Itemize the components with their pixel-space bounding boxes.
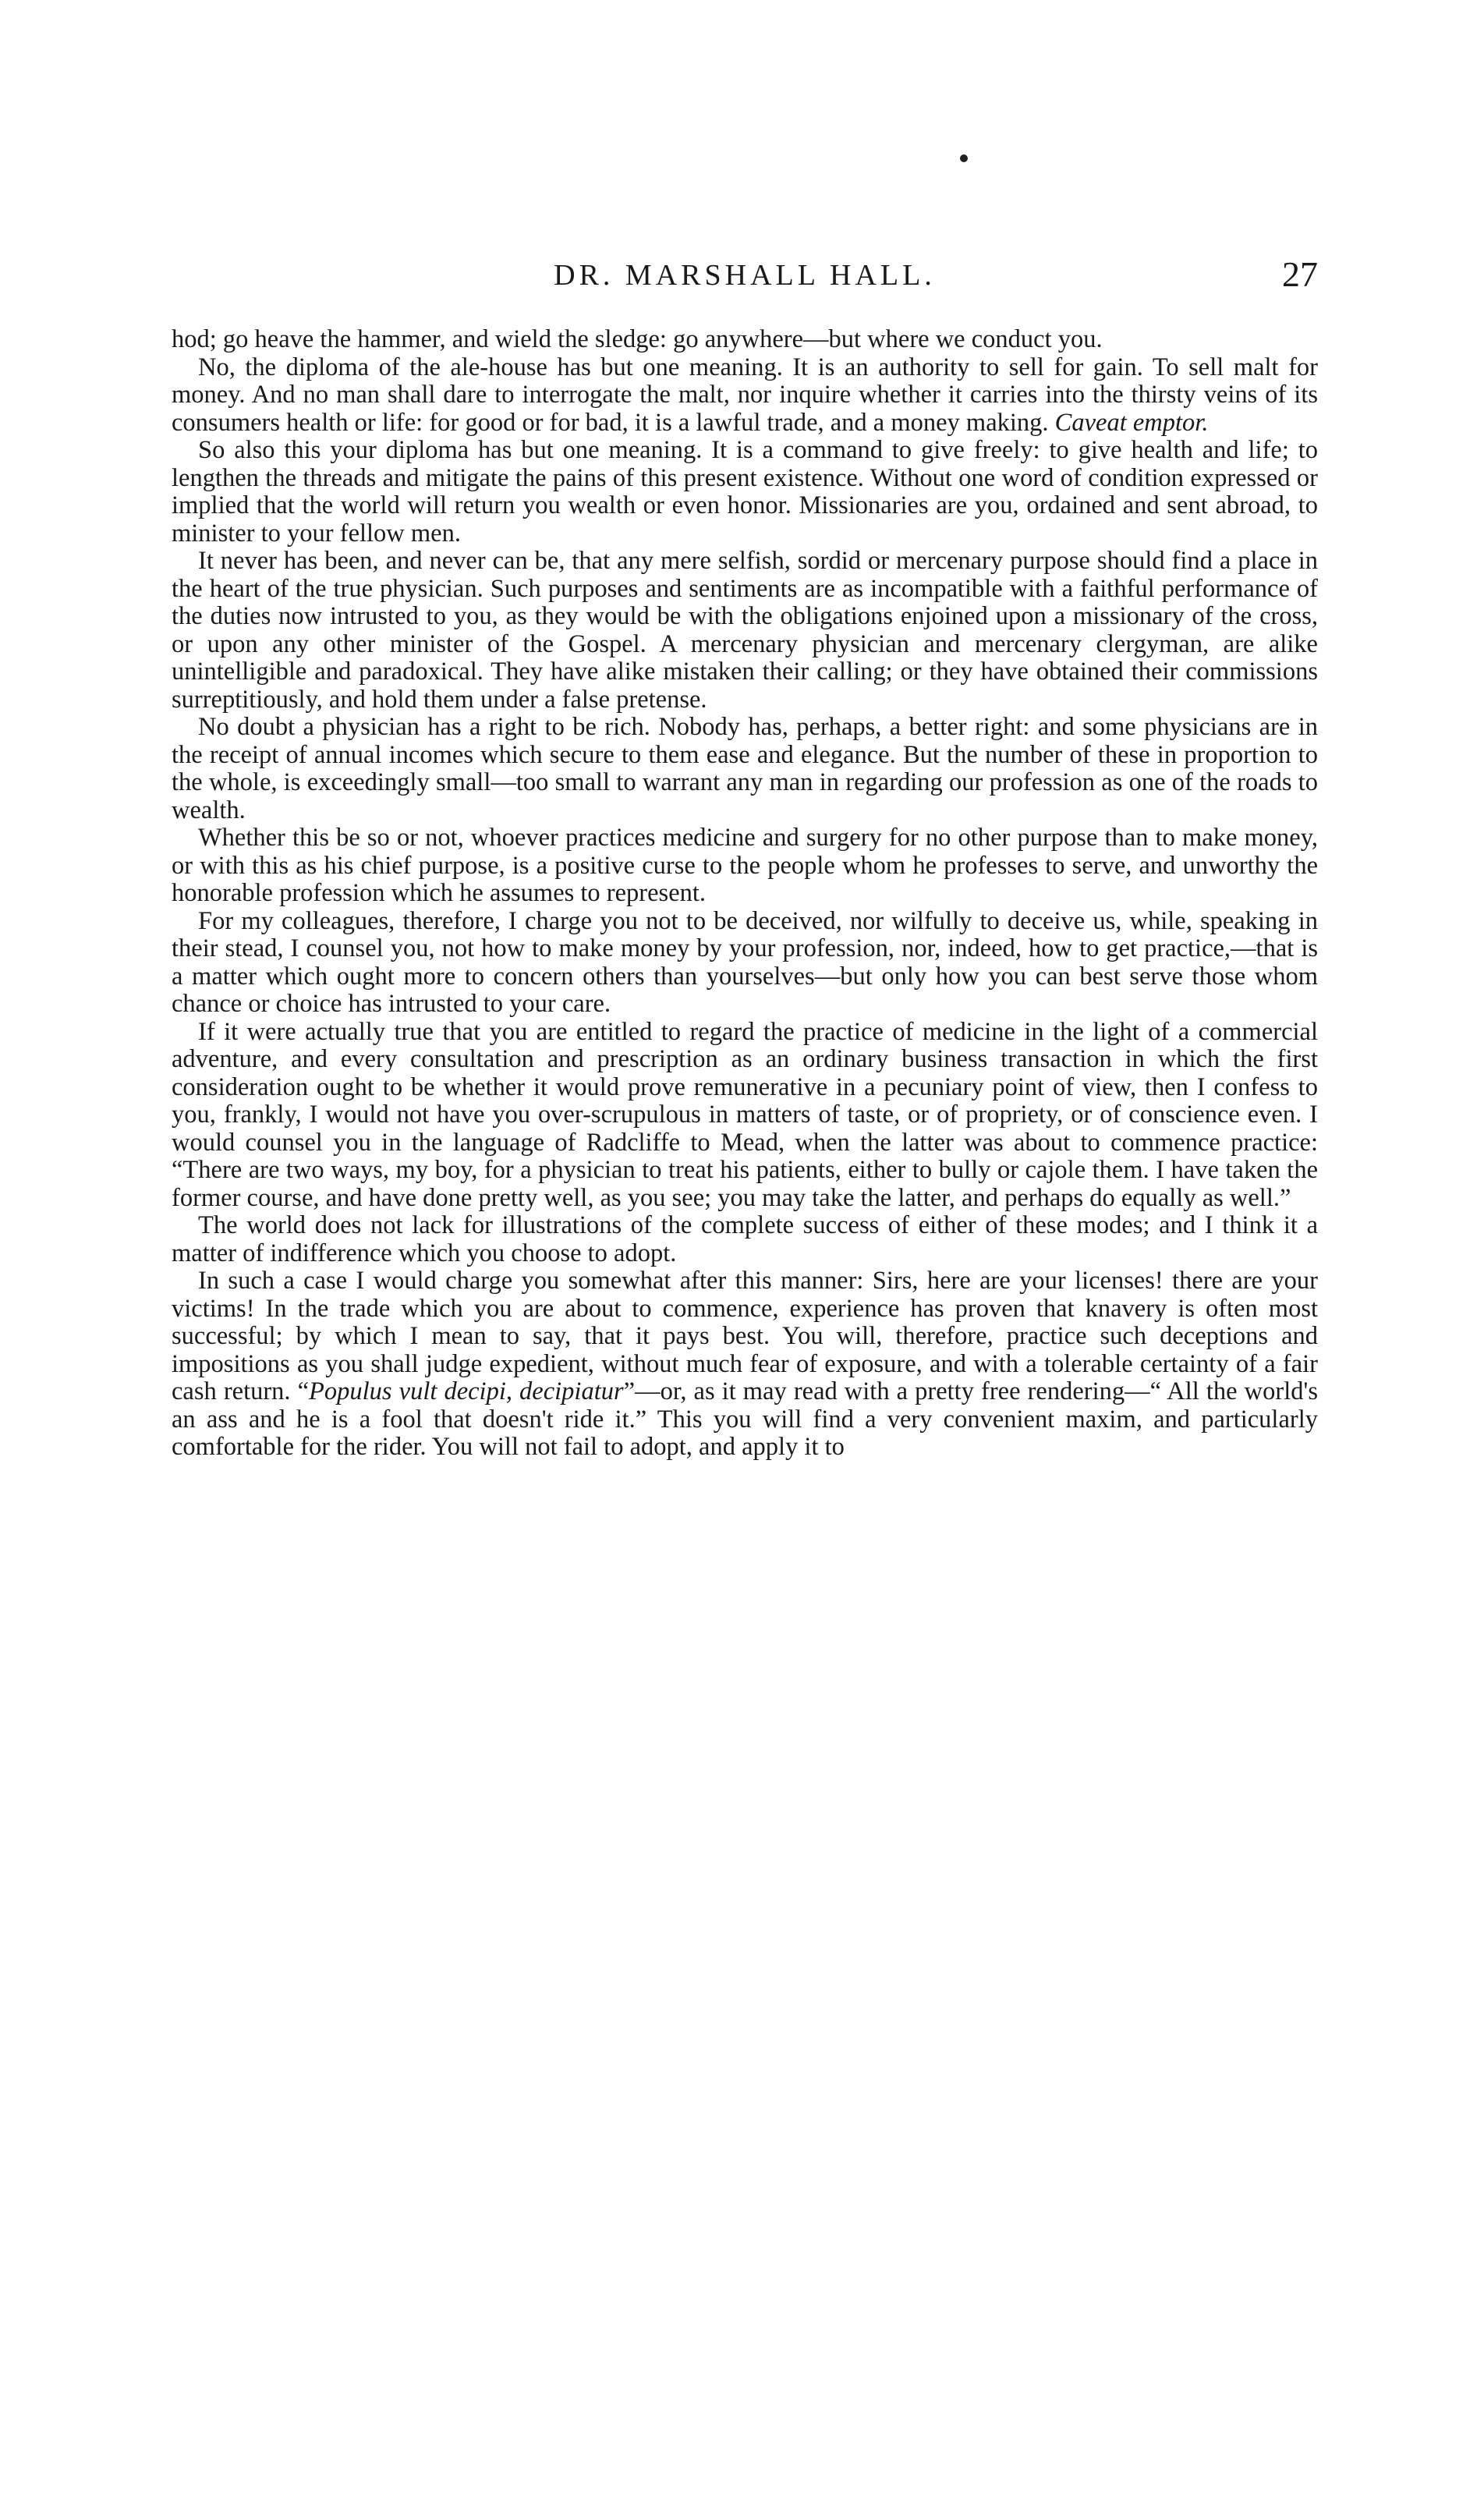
paragraph-7	[172, 908, 1318, 1019]
paragraph-3	[172, 437, 1318, 548]
body-text	[172, 326, 1318, 1462]
paragraph-2	[172, 354, 1318, 438]
paragraph-6-text: Whether this be so or not, whoever practices medicine and surgery for no other purpose than to make money, or with this as his chief purpose, is a positive curse to the people whom he professes to serve, and unworthy the honorable profession which he assumes to represent.	[172, 824, 1318, 907]
paragraph-5	[172, 714, 1318, 824]
paragraph-10-text-after: ”—or, as it may read with a pretty free rendering—“ All the world's an ass and he is a fool that doesn't ride it.” This you will find a very convenient maxim, and particularly comfortable for the rider. You will not fail to adopt, and apply it to	[172, 1377, 1319, 1461]
paragraph-1	[172, 326, 1318, 354]
paragraph-8	[172, 1019, 1318, 1213]
running-head	[172, 253, 1318, 300]
paragraph-6	[172, 824, 1318, 908]
paragraph-2-italic: Caveat emptor.	[1054, 408, 1209, 437]
paragraph-4	[172, 548, 1318, 714]
paragraph-9-text: The world does not lack for illustrations of the complete success of either of these modes; and I think it a matter of indifference which you choose to adopt.	[172, 1211, 1318, 1267]
paragraph-1-text: hod; go heave the hammer, and wield the sledge: go anywhere—but where we conduct you.	[172, 325, 1103, 353]
page-number: 27	[1282, 254, 1318, 294]
paragraph-10-italic: Populus vult decipi, decipiatur	[309, 1377, 624, 1405]
paragraph-3-text: So also this your diploma has but one meaning. It is a command to give freely: to give health and life; to lengthen the threads and mitigate the pains of this present existence. Without one word of condition expressed or implied that the world will return you wealth or even honor. Missionaries are you, ordained and sent abroad, to minister to your fellow men.	[172, 436, 1318, 548]
print-speck	[960, 154, 968, 162]
paragraph-5-text: No doubt a physician has a right to be rich. Nobody has, perhaps, a better right: and some physicians are in the receipt of annual incomes which secure to them ease and elegance. But the number of these in proportion to the whole, is exceedingly small—too small to warrant any man in regarding our profession as one of the roads to wealth.	[172, 713, 1318, 824]
paragraph-4-text: It never has been, and never can be, that any mere selfish, sordid or mercenary purpose should find a place in the heart of the true physician. Such purposes and sentiments are as incompatible with a faithful performance of the duties now intrusted to you, as they would be with the obligations enjoined upon a missionary of the cross, or upon any other minister of the Gospel. A mercenary physician and mercenary clergyman, are alike unintelligible and paradoxical. They have alike mistaken their calling; or they have obtained their commissions surreptitiously, and hold them under a false pretense.	[172, 547, 1318, 714]
paragraph-10	[172, 1267, 1318, 1462]
paragraph-8-text: If it were actually true that you are entitled to regard the practice of medicine in the light of a commercial adventure, and every consultation and prescription as an ordinary business transaction in which the first consideration ought to be whether it would prove remunerative in a pecuniary point of view, then I confess to you, frankly, I would not have you over-scrupulous in matters of taste, or of propriety, or of conscience even. I would counsel you in the language of Radcliffe to Mead, when the latter was about to commence practice: “There are two ways, my boy, for a physician to treat his patients, either to bully or cajole them. I have taken the former course, and have done pretty well, as you see; you may take the latter, and perhaps do equally as well.”	[172, 1017, 1318, 1212]
paragraph-9	[172, 1212, 1318, 1267]
paragraph-7-text: For my colleagues, therefore, I charge you not to be deceived, nor wilfully to deceive us, while, speaking in their stead, I counsel you, not how to make money by your profession, nor, indeed, how to get practice,—that is a matter which ought more to concern others than yourselves—but only how you can best serve those whom chance or choice has intrusted to your care.	[172, 906, 1318, 1018]
running-title: DR. MARSHALL HALL.	[554, 259, 936, 292]
paragraph-10-text: In such a case I would charge you somewhat after this manner: Sirs, here are your licenses! there are your victims! In the trade which you are about to commence, experience has proven that knavery is often most successful; by which I mean to say, that it pays best. You will, therefore, practice such deceptions and impositions as you shall judge expedient, without much fear of exposure, and with a tolerable certainty of a fair cash return. “	[172, 1267, 1318, 1405]
paragraph-2-text: No, the diploma of the ale-house has but one meaning. It is an authority to sell for gain. To sell malt for money. And no man shall dare to interrogate the malt, nor inquire whether it carries into the thirsty veins of its consumers health or life: for good or for bad, it is a lawful trade, and a money making.	[172, 353, 1318, 437]
